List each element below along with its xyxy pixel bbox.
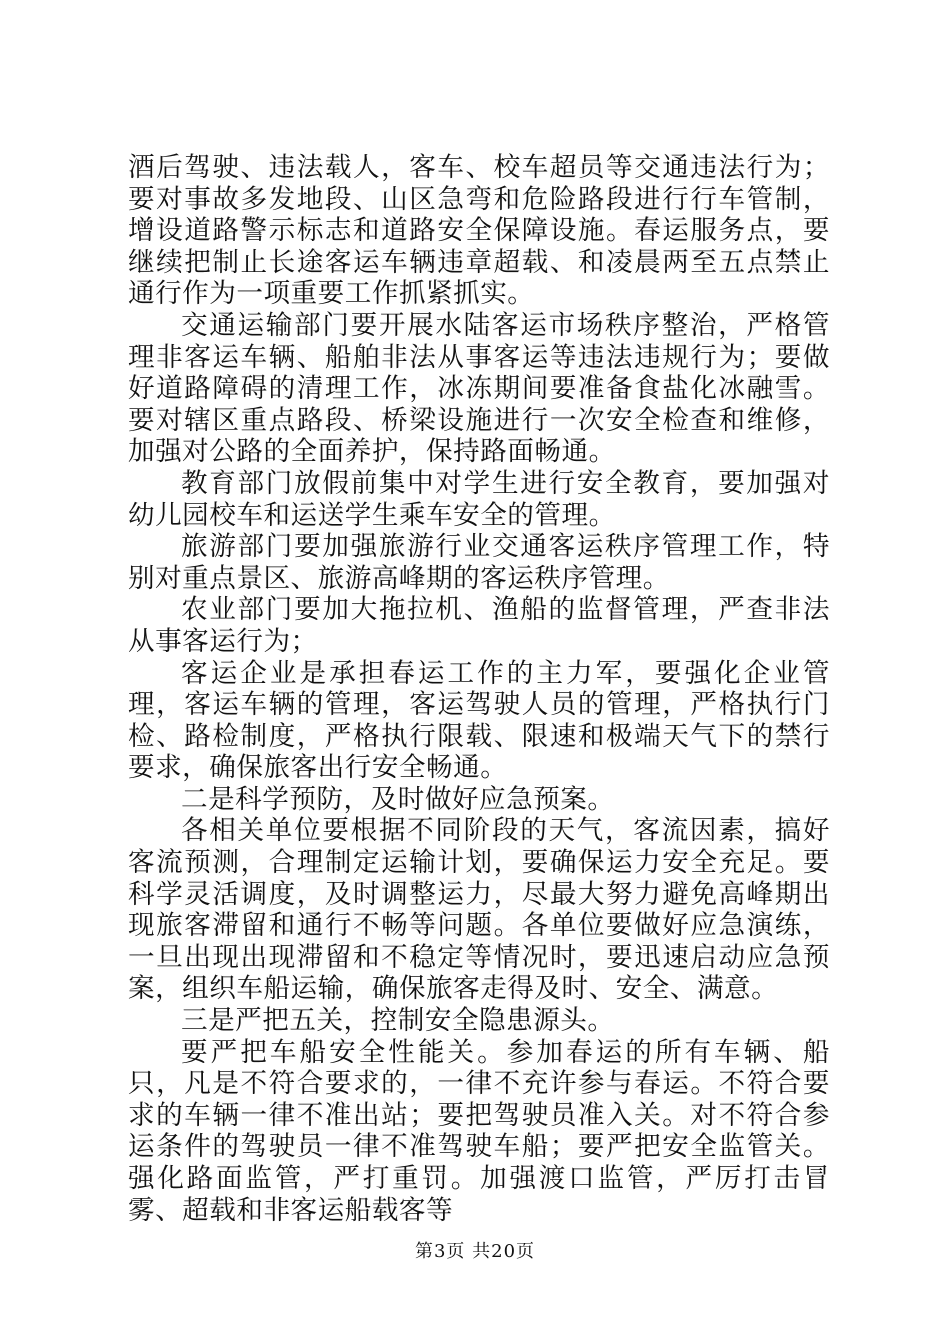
paragraph-vehicle-safety: 要严把车船安全性能关。参加春运的所有车辆、船只，凡是不符合要求的，一律不充许参与春运。不符合要求的车辆一律不准出站；要把驾驶员准入关。对不符合参运条件的驾驶员一律不准驾驶车船；要严把安全监管关。强化路面监管，严打重罚。加强渡口监管，严厉打击冒雾、超载和非客运船载客等: [128, 1036, 830, 1226]
paragraph-transport-department: 交通运输部门要开展水陆客运市场秩序整治，严格管理非客运车辆、船舶非法从事客运等违法违规行为；要做好道路障碍的清理工作，冰冻期间要准备食盐化冰融雪。要对辖区重点路段、桥梁设施进行一次安全检查和维修，加强对公路的全面养护，保持路面畅通。: [128, 309, 830, 468]
paragraph-passenger-enterprises: 客运企业是承担春运工作的主力军，要强化企业管理，客运车辆的管理，客运驾驶人员的管理，严格执行门检、路检制度，严格执行限载、限速和极端天气下的禁行要求，确保旅客出行安全畅通。: [128, 657, 830, 784]
paragraph-tourism-department: 旅游部门要加强旅游行业交通客运秩序管理工作，特别对重点景区、旅游高峰期的客运秩序管理。: [128, 531, 830, 594]
document-body: [128, 152, 830, 1226]
paragraph-emergency-plan: 各相关单位要根据不同阶段的天气，客流因素，搞好客流预测，合理制定运输计划，要确保运力安全充足。要科学灵活调度，及时调整运力，尽最大努力避免高峰期出现旅客滞留和通行不畅等问题。各单位要做好应急演练，一旦出现出现滞留和不稳定等情况时，要迅速启动应急预案，组织车船运输，确保旅客走得及时、安全、满意。: [128, 815, 830, 1005]
paragraph-agriculture-department: 农业部门要加大拖拉机、渔船的监督管理，严查非法从事客运行为；: [128, 594, 830, 657]
section-heading-five-checks: 三是严把五关，控制安全隐患源头。: [181, 1005, 615, 1037]
section-heading-prevention: 二是科学预防，及时做好应急预案。: [181, 783, 615, 815]
paragraph-education-department: 教育部门放假前集中对学生进行安全教育，要加强对幼儿园校车和运送学生乘车安全的管理。: [128, 467, 830, 531]
paragraph-continuation: 酒后驾驶、违法载人，客车、校车超员等交通违法行为；要对事故多发地段、山区急弯和危险路段进行行车管制，增设道路警示标志和道路安全保障设施。春运服务点，要继续把制止长途客运车辆违章超载、和凌晨两至五点禁止通行作为一项重要工作抓紧抓实。: [128, 152, 830, 310]
page-number: 第3页 共20页: [414, 1241, 536, 1262]
